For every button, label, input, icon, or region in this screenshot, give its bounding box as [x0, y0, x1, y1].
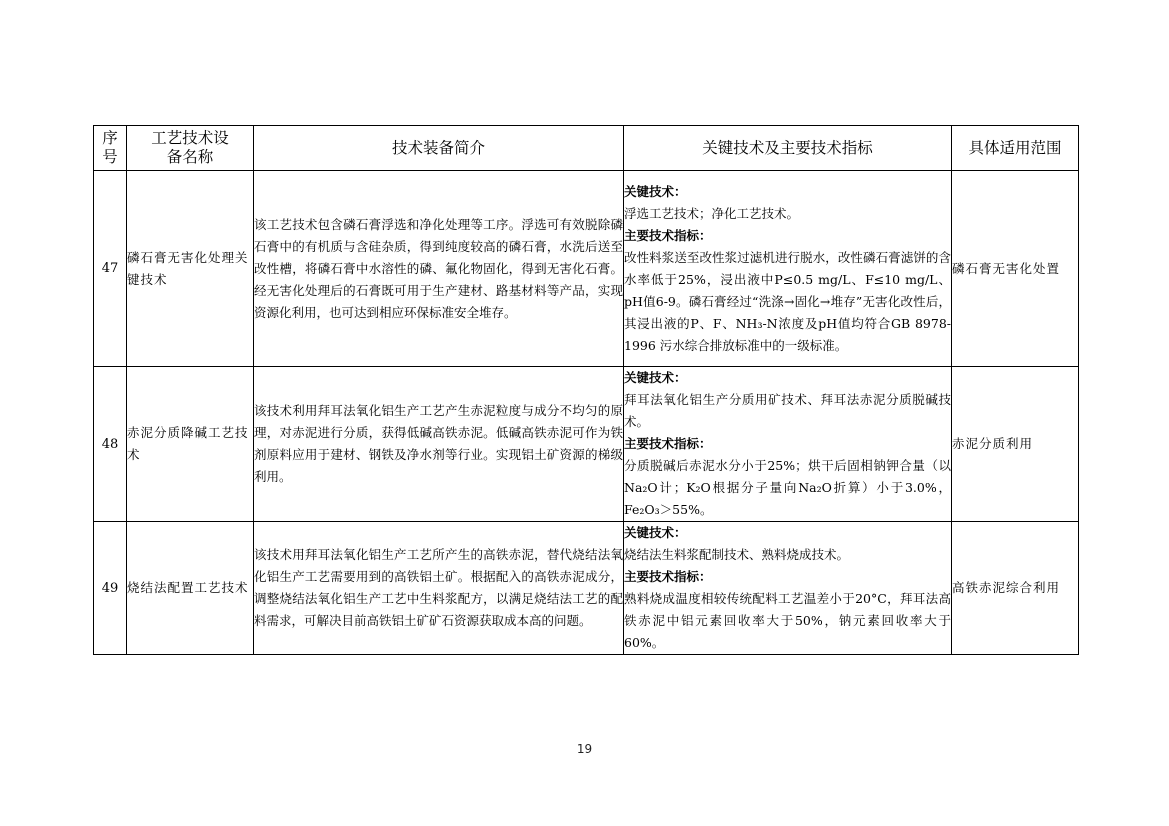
tech-table: [93, 125, 1079, 655]
indicator-text: 改性料浆送至改性浆过滤机进行脱水，改性磷石膏滤饼的含水率低于25%，浸出液中P≤0.5 mg/L、F≤10 mg/L、pH值6-9。磷石膏经过“洗涤→固化→堆存”无害化改性后，其浸出液的P、F、NH₃-N浓度及pH值均符合GB 8978-1996 污水综合排放标准中的一级标准。: [624, 249, 951, 353]
table-row: [94, 367, 1079, 522]
process-name: 赤泥分质降碱工艺技术: [127, 367, 254, 522]
process-name: 烧结法配置工艺技术: [127, 522, 254, 655]
key-tech-label: 关键技术：: [624, 183, 687, 199]
scope: 高铁赤泥综合利用: [952, 522, 1079, 655]
description: 该技术用拜耳法氧化铝生产工艺所产生的高铁赤泥，替代烧结法氧化铝生产工艺需要用到的高铁铝土矿。根据配入的高铁赤泥成分，调整烧结法氧化铝生产工艺中生料浆配方，以满足烧结法工艺的配料需求，可解决目前高铁铝土矿矿石资源获取成本高的问题。: [254, 522, 624, 655]
description: 该技术利用拜耳法氧化铝生产工艺产生赤泥粒度与成分不均匀的原理，对赤泥进行分质，获得低碱高铁赤泥。低碱高铁赤泥可作为铁剂原料应用于建材、钢铁及净水剂等行业。实现铝土矿资源的梯级利用。: [254, 367, 624, 522]
key-technology-cell: [624, 522, 952, 655]
header-name: 工艺技术设备名称: [127, 126, 254, 171]
header-key: 关键技术及主要技术指标: [624, 126, 952, 171]
row-number: 47: [94, 171, 127, 367]
header-desc: 技术装备简介: [254, 126, 624, 171]
key-tech-label: 关键技术：: [624, 525, 687, 540]
indicator-label: 主要技术指标：: [624, 569, 712, 584]
key-tech-text: 拜耳法氧化铝生产分质用矿技术、拜耳法赤泥分质脱碱技术。: [624, 392, 951, 429]
header-scope: 具体适用范围: [952, 126, 1079, 171]
row-number: 49: [94, 522, 127, 655]
scope: 赤泥分质利用: [952, 367, 1079, 522]
header-row: [94, 126, 1079, 171]
table-row: [94, 171, 1079, 367]
key-technology-cell: [624, 367, 952, 522]
indicator-text: 熟料烧成温度相较传统配料工艺温差小于20°C，拜耳法高铁赤泥中铝元素回收率大于50%，钠元素回收率大于60%。: [624, 591, 951, 650]
indicator-text: 分质脱碱后赤泥水分小于25%；烘干后固相钠钾合量（以Na₂O计；K₂O根据分子量向Na₂O折算）小于3.0%，Fe₂O₃＞55%。: [624, 458, 951, 517]
key-tech-text: 浮选工艺技术；净化工艺技术。: [624, 205, 800, 221]
row-number: 48: [94, 367, 127, 522]
key-technology-cell: [624, 171, 952, 367]
description: 该工艺技术包含磷石膏浮选和净化处理等工序。浮选可有效脱除磷石膏中的有机质与含硅杂质，得到纯度较高的磷石膏，水洗后送至改性槽，将磷石膏中水溶性的磷、氟化物固化，得到无害化石膏。经无害化处理后的石膏既可用于生产建材、路基材料等产品，实现资源化利用，也可达到相应环保标准安全堆存。: [254, 171, 624, 367]
indicator-label: 主要技术指标：: [624, 436, 712, 451]
key-tech-text: 烧结法生料浆配制技术、熟料烧成技术。: [624, 547, 850, 562]
scope: 磷石膏无害化处置: [952, 171, 1079, 367]
header-no: 序号: [94, 126, 127, 171]
indicator-label: 主要技术指标：: [624, 227, 712, 243]
table-row: [94, 522, 1079, 655]
page-number: 19: [576, 742, 593, 756]
process-name: 磷石膏无害化处理关键技术: [127, 171, 254, 367]
key-tech-label: 关键技术：: [624, 370, 687, 385]
